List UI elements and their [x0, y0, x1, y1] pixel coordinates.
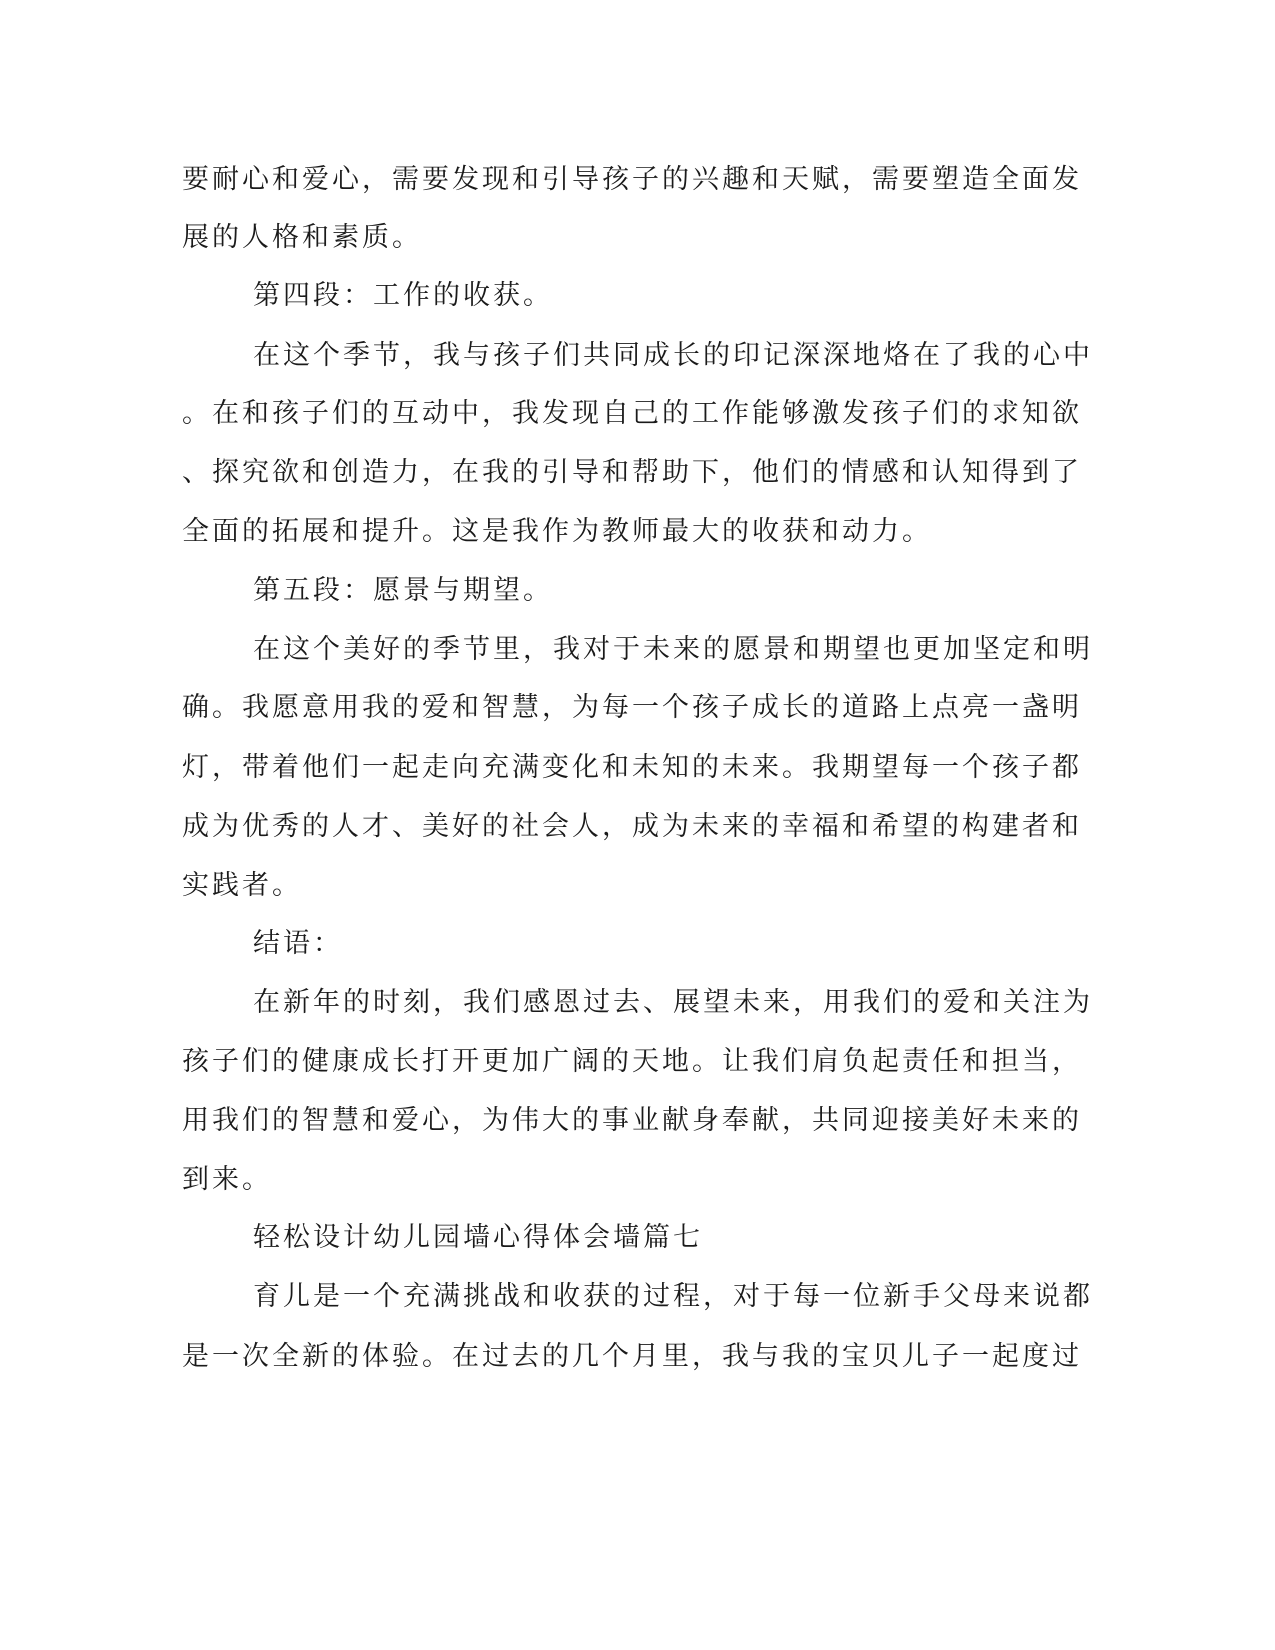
paragraph-line: 展的人格和素质。	[182, 222, 422, 253]
paragraph-line: 全面的拓展和提升。这是我作为教师最大的收获和动力。	[182, 516, 932, 547]
paragraph-line: 实践者。	[182, 870, 302, 901]
paragraph-line: 确。我愿意用我的爱和智慧，为每一个孩子成长的道路上点亮一盏明	[182, 692, 1082, 723]
paragraph-line: 灯，带着他们一起走向充满变化和未知的未来。我期望每一个孩子都	[182, 752, 1082, 783]
paragraph-line: 在新年的时刻，我们感恩过去、展望未来，用我们的爱和关注为	[253, 987, 1093, 1018]
paragraph-line: 在这个美好的季节里，我对于未来的愿景和期望也更加坚定和明	[253, 634, 1093, 665]
paragraph-line: 。在和孩子们的互动中，我发现自己的工作能够激发孩子们的求知欲	[182, 398, 1082, 429]
section-heading: 第五段：愿景与期望。	[253, 575, 553, 606]
article-title: 轻松设计幼儿园墙心得体会墙篇七	[253, 1222, 703, 1253]
section-heading: 结语：	[253, 928, 343, 959]
paragraph-line: 是一次全新的体验。在过去的几个月里，我与我的宝贝儿子一起度过	[182, 1341, 1082, 1372]
paragraph-line: 用我们的智慧和爱心，为伟大的事业献身奉献，共同迎接美好未来的	[182, 1105, 1082, 1136]
paragraph-line: 育儿是一个充满挑战和收获的过程，对于每一位新手父母来说都	[253, 1281, 1093, 1312]
paragraph-line: 在这个季节，我与孩子们共同成长的印记深深地烙在了我的心中	[253, 340, 1093, 371]
paragraph-line: 孩子们的健康成长打开更加广阔的天地。让我们肩负起责任和担当，	[182, 1046, 1082, 1077]
section-heading: 第四段：工作的收获。	[253, 280, 553, 311]
paragraph-line: 、探究欲和创造力，在我的引导和帮助下，他们的情感和认知得到了	[182, 457, 1082, 488]
paragraph-line: 要耐心和爱心，需要发现和引导孩子的兴趣和天赋，需要塑造全面发	[182, 164, 1082, 195]
paragraph-line: 成为优秀的人才、美好的社会人，成为未来的幸福和希望的构建者和	[182, 811, 1082, 842]
paragraph-line: 到来。	[182, 1164, 272, 1195]
